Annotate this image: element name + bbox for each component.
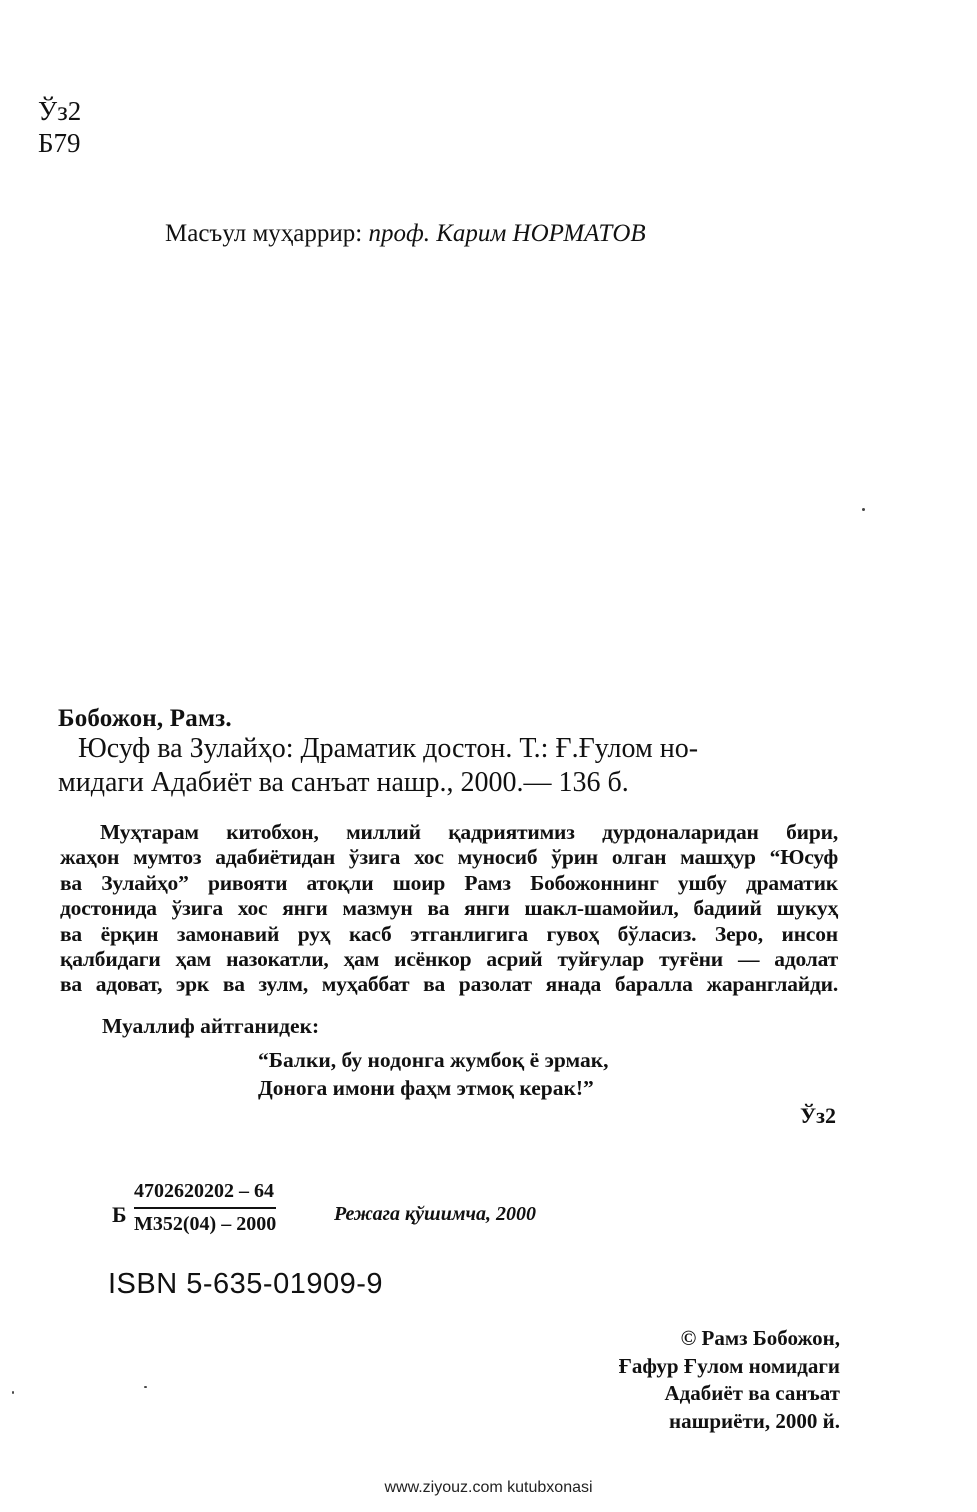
isbn: ISBN 5-635-01909-9 [108, 1268, 383, 1300]
biblio-line: мидаги Адабиёт ва санъат нашр., 2000.— 136 б. [58, 767, 629, 798]
biblio-line: Юсуф ва Зулайҳо: Драматик достон. Т.: Ғ.Ғулом но- [78, 733, 699, 764]
epigraph-intro: Муаллиф айтганидек: [102, 1014, 320, 1038]
editor-title: проф. [368, 220, 430, 247]
scan-speck [862, 508, 865, 511]
catalog-fraction [134, 1180, 276, 1236]
catalog-numerator: 4702620202 – 64 [134, 1180, 274, 1202]
editor-label: Масъул муҳаррир: [165, 220, 363, 247]
annotation-line: достонида ўзига хос янги мазмун ва янги шакл-шамойил, бадиий шукуҳ [60, 896, 838, 921]
copyright-line: Ғафур Ғулом номидаги [618, 1353, 840, 1378]
udk-line-1: Ўз2 [38, 96, 82, 126]
annotation-line: ва ёрқин замонавий руҳ касб этганлигига гувоҳ бўласиз. Зеро, инсон [60, 921, 838, 946]
udk-code [38, 95, 81, 159]
annotation-line: Муҳтарам китобхон, миллий қадриятимиз дурдоналаридан бири, [100, 820, 838, 844]
site-footer: www.ziyouz.com kutubxonasi [384, 1479, 593, 1496]
udk-code-right: Ўз2 [800, 1103, 836, 1128]
copyright-line: нашриёти, 2000 й. [669, 1408, 840, 1433]
annotation-line: ва адоват, эрк ва зулм, муҳаббат ва разолат янада баралла жаранглайди. [60, 972, 838, 997]
copyright-block [500, 1325, 840, 1435]
scan-speck [144, 1386, 147, 1388]
annotation-line: ва Зулайҳо” ривояти атоқли шоир Рамз Бобожоннинг ушбу драматик [60, 870, 838, 895]
bibliographic-entry [58, 732, 838, 800]
plan-supplement: Режага қўшимча, 2000 [334, 1203, 537, 1225]
copyright-line: Адабиёт ва санъат [664, 1381, 840, 1405]
epigraph-line: Донога имони фаҳм этмоқ керак!” [258, 1076, 594, 1100]
responsible-editor [165, 220, 646, 248]
epigraph-quote [258, 1046, 609, 1102]
annotation [60, 820, 838, 998]
scan-speck [12, 1391, 14, 1394]
epigraph-line: “Балки, бу нодонга жумбоқ ё эрмак, [258, 1048, 609, 1072]
annotation-line: жаҳон мумтоз адабиётидан ўзига хос муносиб ўрин олган машҳур “Юсуф [60, 845, 838, 870]
udk-line-2: Б79 [38, 128, 81, 158]
catalog-letter: Б [112, 1202, 127, 1227]
author-heading: Бобожон, Рамз. [58, 705, 232, 732]
editor-name: Карим НОРМАТОВ [436, 220, 646, 247]
copyright-line: © Рамз Бобожон, [680, 1326, 840, 1350]
catalog-denominator: М352(04) – 2000 [134, 1207, 276, 1236]
annotation-line: қалбидаги ҳам назокатли, ҳам исёнкор асрий туйғулар туғёни — адолат [60, 947, 838, 972]
